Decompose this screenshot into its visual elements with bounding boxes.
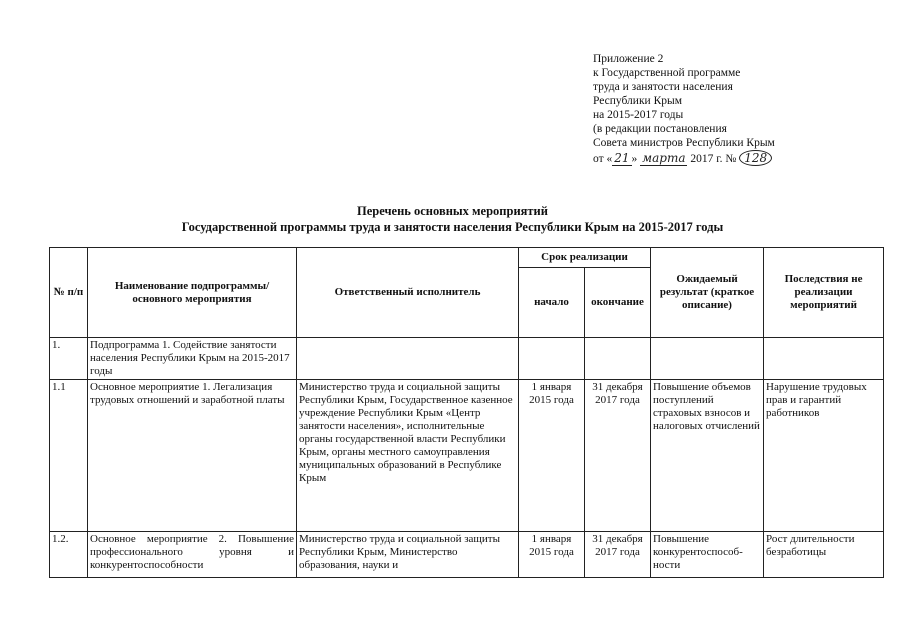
annex-line: Республики Крым <box>593 95 682 107</box>
row-consequences: Рост длительности безработицы <box>764 532 884 578</box>
row-result: Повышение конкурентоспособ-ности <box>651 532 764 578</box>
row-result: Повышение объемов поступлений страховых взносов и налоговых отчислений <box>651 380 764 532</box>
annex-line: к Государственной программе <box>593 67 741 79</box>
row-end <box>585 338 651 380</box>
table-row <box>50 338 884 380</box>
table-row <box>50 380 884 532</box>
annex-line: труда и занятости населения <box>593 81 733 93</box>
handwritten-month: марта <box>642 151 686 165</box>
table-row <box>50 532 884 578</box>
row-name: Основное мероприятие 2. Повышение профессионального уровня и конкурентоспособности <box>88 532 297 578</box>
document-title <box>0 203 905 235</box>
row-start: 1 января 2015 года <box>519 532 585 578</box>
row-num: 1.1 <box>50 380 88 532</box>
header-row <box>50 248 884 268</box>
annex-line: Приложение 2 <box>593 53 664 65</box>
row-executor <box>297 338 519 380</box>
row-name: Основное мероприятие 1. Легализация трудовых отношений и заработной платы <box>88 380 297 532</box>
row-executor: Министерство труда и социальной защиты Республики Крым, Государственное казенное учреждение Республики Крым «Центр занятости населения», исполнительные органы государственной власти Республики Крым, органы местного самоуправления муниципальных образований в Республике Крым <box>297 380 519 532</box>
measures-table <box>49 247 884 578</box>
row-name: Подпрограмма 1. Содействие занятости населения Республики Крым на 2015-2017 годы <box>88 338 297 380</box>
header-num: № п/п <box>50 248 88 338</box>
annex-line: на 2015-2017 годы <box>593 109 684 121</box>
row-consequences: Нарушение трудовых прав и гарантий работников <box>764 380 884 532</box>
handwritten-number: 128 <box>739 150 772 166</box>
date-prefix: от « <box>593 153 613 165</box>
header-executor: Ответственный исполнитель <box>297 248 519 338</box>
row-start <box>519 338 585 380</box>
row-start: 1 января 2015 года <box>519 380 585 532</box>
row-consequences <box>764 338 884 380</box>
header-consequences: Последствия не реализации мероприятий <box>764 248 884 338</box>
header-result: Ожидаемый результат (краткое описание) <box>651 248 764 338</box>
row-end: 31 декабря 2017 года <box>585 532 651 578</box>
date-year: 2017 г. № <box>690 153 737 165</box>
title-line-2: Государственной программы труда и занятости населения Республики Крым на 2015-2017 годы <box>181 220 724 234</box>
header-name: Наименование подпрограммы/ основного мероприятия <box>88 248 297 338</box>
row-num: 1.2. <box>50 532 88 578</box>
annex-line: (в редакции постановления <box>593 123 727 135</box>
header-end: окончание <box>585 268 651 338</box>
header-term: Срок реализации <box>519 248 651 268</box>
row-end: 31 декабря 2017 года <box>585 380 651 532</box>
annex-line: Совета министров Республики Крым <box>593 137 775 149</box>
row-result <box>651 338 764 380</box>
annex-date-line <box>593 150 775 166</box>
date-mid: » <box>631 153 638 165</box>
header-start: начало <box>519 268 585 338</box>
title-line-1: Перечень основных мероприятий <box>357 204 548 218</box>
row-executor: Министерство труда и социальной защиты Республики Крым, Министерство образования, науки и <box>297 532 519 578</box>
row-num: 1. <box>50 338 88 380</box>
annex-block <box>593 52 775 166</box>
handwritten-day: 21 <box>614 151 630 165</box>
